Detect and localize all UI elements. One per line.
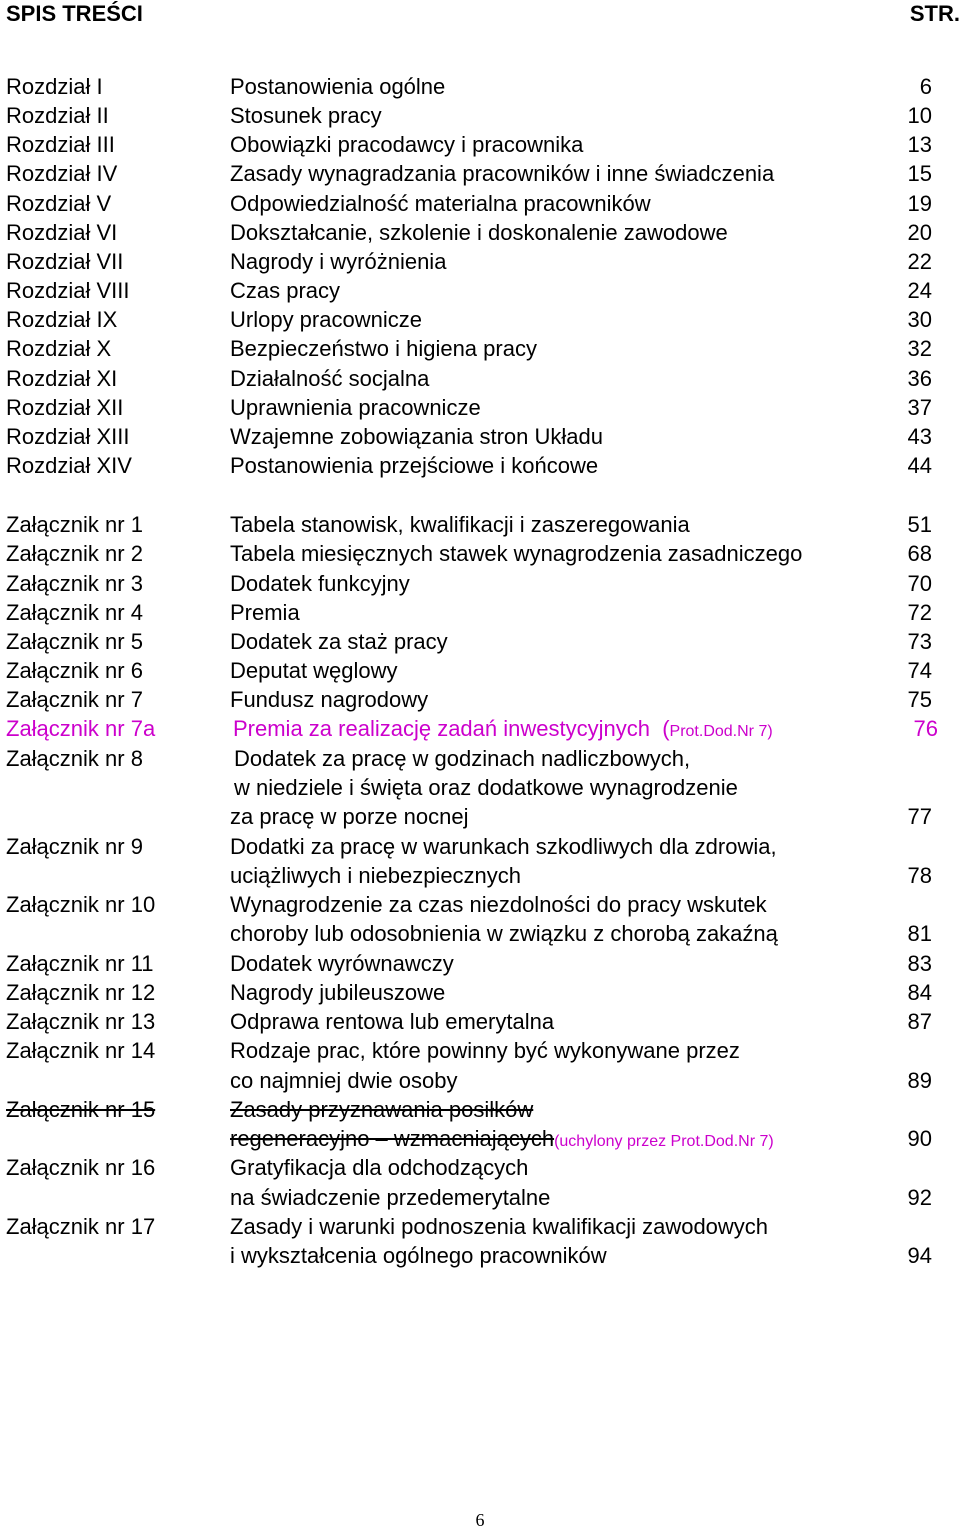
- repealed-title-text: regeneracyjno – wzmacniających: [230, 1126, 555, 1151]
- amendment-note-nr: Nr 7): [737, 723, 773, 740]
- chapter-page: 10: [907, 103, 932, 128]
- toc-row: [0, 1009, 960, 1038]
- attachment-page: 87: [907, 1009, 932, 1034]
- attachment-title-line: co najmniej dwie osoby: [230, 1068, 458, 1093]
- attachment-title: Dodatek za staż pracy: [230, 629, 448, 654]
- toc-row: [0, 453, 960, 482]
- toc-row: [0, 220, 960, 249]
- attachment-page: 75: [907, 687, 932, 712]
- attachment-label: Załącznik nr 14: [6, 1038, 156, 1063]
- attachment-page: 51: [907, 512, 932, 537]
- chapter-page: 36: [907, 366, 932, 391]
- toc-row: [0, 103, 960, 132]
- chapter-label: Rozdział XIII: [6, 424, 130, 449]
- chapter-title: Dokształcanie, szkolenie i doskonalenie zawodowe: [230, 220, 728, 245]
- chapter-page: 19: [907, 191, 932, 216]
- attachment-page: 76: [913, 716, 938, 741]
- attachment-page: 89: [907, 1068, 932, 1093]
- attachment-label: Załącznik nr 16: [6, 1155, 156, 1180]
- chapter-title: Odpowiedzialność materialna pracowników: [230, 191, 651, 216]
- note-paren: (: [662, 716, 670, 741]
- attachment-label: Załącznik nr 1: [6, 512, 143, 537]
- attachment-label: Załącznik nr 2: [6, 541, 143, 566]
- attachment-title-line: Wynagrodzenie za czas niezdolności do pracy wskutek: [230, 892, 767, 917]
- attachment-label: Załącznik nr 4: [6, 600, 143, 625]
- amendment-note: Prot.Dod.: [669, 723, 738, 740]
- chapter-label: Rozdział X: [6, 336, 112, 361]
- toc-row-continuation: [0, 921, 960, 950]
- attachment-title-line: Rodzaje prac, które powinny być wykonywane przez: [230, 1038, 740, 1063]
- chapter-page: 20: [907, 220, 932, 245]
- attachment-label: Załącznik nr 15: [6, 1097, 156, 1122]
- toc-row-continuation: [0, 1185, 960, 1214]
- attachment-title-line: na świadczenie przedemerytalne: [230, 1185, 551, 1210]
- toc-row: [0, 395, 960, 424]
- chapter-title: Postanowienia ogólne: [230, 74, 446, 99]
- attachment-title-line: Zasady i warunki podnoszenia kwalifikacji zawodowych: [230, 1214, 769, 1239]
- toc-row: [0, 191, 960, 220]
- chapter-label: Rozdział IX: [6, 307, 118, 332]
- page-header: [0, 0, 960, 30]
- chapter-label: Rozdział V: [6, 191, 112, 216]
- toc-row: [0, 1155, 960, 1184]
- toc-row-highlighted: [0, 716, 960, 745]
- attachment-label: Załącznik nr 9: [6, 834, 143, 859]
- attachment-title-line: Zasady przyznawania posiłków: [230, 1097, 534, 1122]
- attachment-page: 70: [907, 571, 932, 596]
- toc-row: [0, 687, 960, 716]
- chapter-page: 32: [907, 336, 932, 361]
- chapter-label: Rozdział XII: [6, 395, 124, 420]
- toc-row-continuation: [0, 1126, 960, 1155]
- chapter-label: Rozdział I: [6, 74, 103, 99]
- chapter-page: 13: [907, 132, 932, 157]
- toc-row: [0, 1038, 960, 1067]
- toc-row: [0, 834, 960, 863]
- chapter-label: Rozdział XI: [6, 366, 118, 391]
- attachment-title: Dodatek wyrównawczy: [230, 951, 454, 976]
- chapter-title: Stosunek pracy: [230, 103, 382, 128]
- attachment-title-line: i wykształcenia ogólnego pracowników: [230, 1243, 607, 1268]
- attachment-page: 90: [907, 1126, 932, 1151]
- toc-row-continuation: [0, 1243, 960, 1272]
- toc-row: [0, 132, 960, 161]
- attachment-page: 94: [907, 1243, 932, 1268]
- attachment-label: Załącznik nr 7a: [6, 716, 156, 741]
- chapter-title: Urlopy pracownicze: [230, 307, 422, 332]
- attachment-page: 72: [907, 600, 932, 625]
- toc-row: [0, 1214, 960, 1243]
- attachment-title-line: choroby lub odosobnienia w związku z chorobą zakaźną: [230, 921, 778, 946]
- chapter-label: Rozdział VII: [6, 249, 124, 274]
- toc-row: [0, 307, 960, 336]
- chapter-title: Uprawnienia pracownicze: [230, 395, 481, 420]
- page-number: 6: [475, 1510, 485, 1530]
- attachment-title: [233, 716, 773, 742]
- page-title: SPIS TREŚCI: [6, 1, 143, 26]
- page-column-header: STR.: [909, 1, 960, 26]
- chapter-label: Rozdział VIII: [6, 278, 130, 303]
- chapter-page: 44: [907, 453, 932, 478]
- attachment-title-line: w niedziele i święta oraz dodatkowe wynagrodzenie: [234, 775, 738, 800]
- attachment-page: 83: [907, 951, 932, 976]
- chapter-page: 24: [907, 278, 932, 303]
- attachment-label: Załącznik nr 13: [6, 1009, 156, 1034]
- attachment-title: Dodatek funkcyjny: [230, 571, 410, 596]
- chapter-title: Czas pracy: [230, 278, 341, 303]
- toc-row: [0, 571, 960, 600]
- attachment-title-line: Gratyfikacja dla odchodzących: [230, 1155, 529, 1180]
- chapter-label: Rozdział IV: [6, 161, 118, 186]
- attachment-page: 81: [907, 921, 932, 946]
- chapter-page: 15: [907, 161, 932, 186]
- attachment-label: Załącznik nr 5: [6, 629, 143, 654]
- toc-row: [0, 658, 960, 687]
- attachment-title: Premia: [230, 600, 300, 625]
- toc-row: [0, 512, 960, 541]
- attachment-page: 74: [907, 658, 932, 683]
- toc-row: [0, 249, 960, 278]
- toc-row: [0, 746, 960, 775]
- chapter-title: Zasady wynagradzania pracowników i inne świadczenia: [230, 161, 775, 186]
- attachment-title-line: [230, 1126, 774, 1152]
- chapter-label: Rozdział II: [6, 103, 109, 128]
- toc-row: [0, 541, 960, 570]
- attachment-title: Tabela stanowisk, kwalifikacji i zaszeregowania: [230, 512, 690, 537]
- attachment-title-line: za pracę w porze nocnej: [230, 804, 469, 829]
- chapter-page: 37: [907, 395, 932, 420]
- toc-row: [0, 74, 960, 103]
- chapter-title: Nagrody i wyróżnienia: [230, 249, 447, 274]
- toc-row: [0, 951, 960, 980]
- repeal-note: (uchylony przez Prot.Dod.Nr 7): [554, 1133, 774, 1150]
- toc-row: [0, 366, 960, 395]
- attachment-page: 78: [907, 863, 932, 888]
- toc-row: [0, 600, 960, 629]
- toc-row: [0, 629, 960, 658]
- chapter-label: Rozdział XIV: [6, 453, 132, 478]
- chapter-page: 22: [907, 249, 932, 274]
- chapter-title: Obowiązki pracodawcy i pracownika: [230, 132, 584, 157]
- chapter-title: Działalność socjalna: [230, 366, 430, 391]
- chapter-title: Bezpieczeństwo i higiena pracy: [230, 336, 537, 361]
- attachment-label: Załącznik nr 3: [6, 571, 143, 596]
- attachment-page: 73: [907, 629, 932, 654]
- chapter-label: Rozdział VI: [6, 220, 118, 245]
- attachment-title: Odprawa rentowa lub emerytalna: [230, 1009, 555, 1034]
- chapter-title: Wzajemne zobowiązania stron Układu: [230, 424, 603, 449]
- toc-row-continuation: [0, 804, 960, 833]
- attachment-title: Tabela miesięcznych stawek wynagrodzenia zasadniczego: [230, 541, 803, 566]
- attachment-title-line: Dodatek za pracę w godzinach nadliczbowych,: [234, 746, 691, 771]
- attachment-page: 77: [907, 804, 932, 829]
- chapter-title: Postanowienia przejściowe i końcowe: [230, 453, 599, 478]
- toc-row-continuation: [0, 775, 960, 804]
- attachment-page: 68: [907, 541, 932, 566]
- toc-row: [0, 424, 960, 453]
- attachment-title-line: uciążliwych i niebezpiecznych: [230, 863, 522, 888]
- attachment-label: Załącznik nr 11: [6, 951, 154, 976]
- chapter-page: 43: [907, 424, 932, 449]
- attachment-label: Załącznik nr 10: [6, 892, 156, 917]
- attachment-label: Załącznik nr 6: [6, 658, 143, 683]
- chapter-page: 30: [907, 307, 932, 332]
- attachment-title: Nagrody jubileuszowe: [230, 980, 446, 1005]
- toc-row: [0, 980, 960, 1009]
- toc-row-repealed: [0, 1097, 960, 1126]
- attachment-label: Załącznik nr 12: [6, 980, 156, 1005]
- toc-row: [0, 336, 960, 365]
- toc-row: [0, 278, 960, 307]
- attachment-title: Fundusz nagrodowy: [230, 687, 429, 712]
- attachment-title-text: Premia za realizację zadań inwestycyjnych: [233, 716, 650, 741]
- toc-row-continuation: [0, 1068, 960, 1097]
- attachment-label: Załącznik nr 17: [6, 1214, 156, 1239]
- toc-row-continuation: [0, 863, 960, 892]
- chapter-label: Rozdział III: [6, 132, 115, 157]
- toc-row: [0, 161, 960, 190]
- attachment-title: Deputat węglowy: [230, 658, 398, 683]
- toc-row: [0, 892, 960, 921]
- attachment-page: 92: [907, 1185, 932, 1210]
- attachment-label: Załącznik nr 8: [6, 746, 143, 771]
- attachment-title-line: Dodatki za pracę w warunkach szkodliwych dla zdrowia,: [230, 834, 777, 859]
- chapter-page: 6: [919, 74, 932, 99]
- attachment-page: 84: [907, 980, 932, 1005]
- attachment-label: Załącznik nr 7: [6, 687, 143, 712]
